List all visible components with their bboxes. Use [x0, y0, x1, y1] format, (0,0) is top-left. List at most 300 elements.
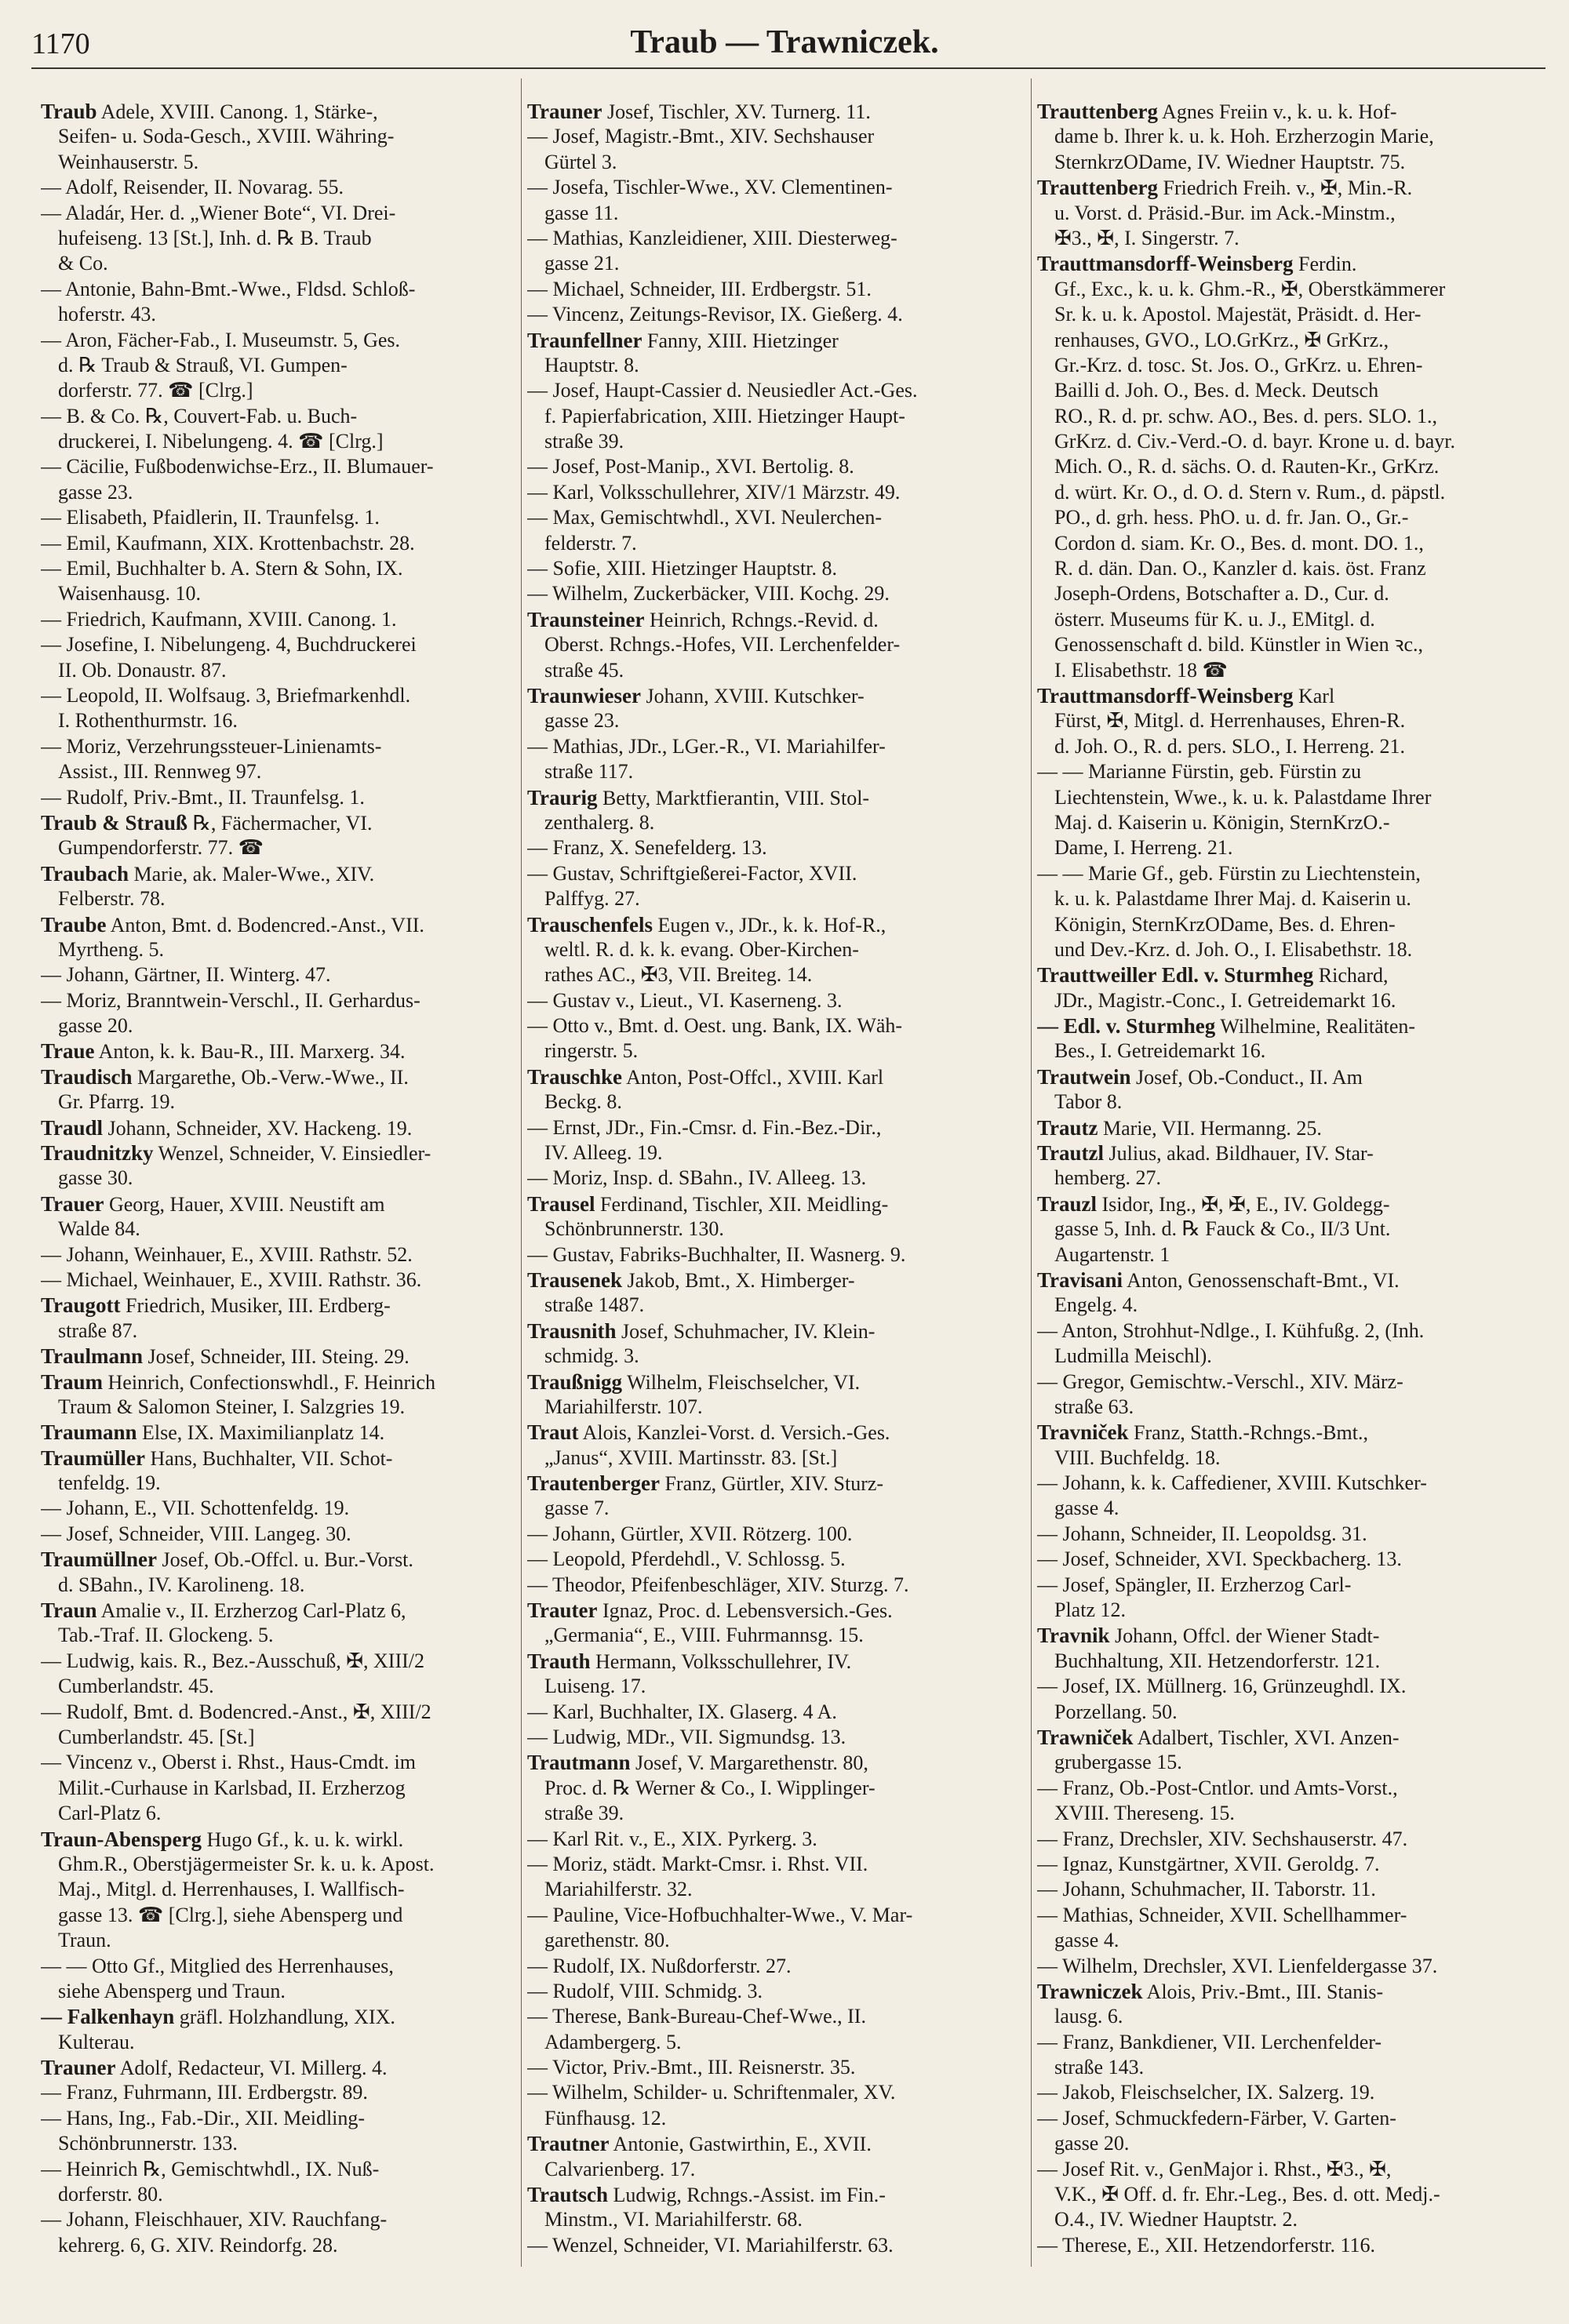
directory-line — [41, 2004, 543, 2029]
directory-line — [1037, 1115, 1547, 1140]
directory-line: gasse 13. ☎ [Clrg.], siehe Abensperg und — [58, 1903, 403, 1926]
directory-line: Cordon d. siam. Kr. O., Bes. d. mont. DO. 1., — [1054, 531, 1424, 555]
entry-details: Josef, Schneider, III. Steing. 29. — [143, 1345, 410, 1369]
directory-line — [1037, 1725, 1547, 1750]
entry-surname: Traun-Abensperg — [41, 1827, 202, 1851]
directory-line: — Franz, X. Senefelderg. 13. — [527, 836, 767, 860]
entry-surname: Traumüllner — [41, 1548, 157, 1572]
directory-line — [41, 1115, 543, 1140]
directory-line: Kulterau. — [58, 2030, 135, 2053]
entry-surname: Traumann — [41, 1420, 137, 1445]
directory-line: weltl. R. d. k. k. evang. Ober-Kirchen- — [544, 937, 859, 961]
directory-line: — Vincenz v., Oberst i. Rhst., Haus-Cmdt. im — [41, 1751, 416, 1774]
directory-line: V.K., ✠ Off. d. fr. Ehr.-Leg., Bes. d. ott. Medj.- — [1054, 2183, 1440, 2206]
entry-surname: Travisani — [1037, 1267, 1123, 1292]
directory-line: — Rudolf, Bmt. d. Bodencred.-Anst., ✠, XIII/2 — [41, 1700, 431, 1723]
directory-line: felderstr. 7. — [544, 531, 637, 555]
directory-line: gasse 30. — [58, 1166, 133, 1190]
directory-line: ringerstr. 5. — [544, 1039, 639, 1063]
directory-line: — Theodor, Pfeifenbeschläger, XIV. Sturzg. 7. — [527, 1573, 909, 1596]
entry-details: Julius, akad. Bildhauer, IV. Star- — [1103, 1142, 1374, 1166]
directory-line: — Wilhelm, Drechsler, XVI. Lienfeldergasse 37. — [1037, 1954, 1438, 1977]
directory-line: PO., d. grh. hess. PhO. u. d. fr. Jan. O., Gr.- — [1054, 506, 1409, 529]
directory-line — [1037, 683, 1547, 708]
entry-surname: Trautenberger — [527, 1471, 660, 1496]
directory-line: — Elisabeth, Pfaidlerin, II. Traunfelsg. 1. — [41, 506, 380, 529]
entry-details: Eugen v., JDr., k. k. Hof-R., — [653, 913, 886, 937]
entry-details: Isidor, Ing., ✠, ✠, E., IV. Goldegg- — [1097, 1192, 1390, 1216]
directory-line: dame b. Ihrer k. u. k. Hoh. Erzherzogin Marie, — [1054, 125, 1434, 148]
directory-line: — Franz, Ob.-Post-Cntlor. und Amts-Vorst., — [1037, 1776, 1398, 1799]
directory-line — [527, 328, 1029, 353]
directory-line: Königin, SternKrzODame, Bes. d. Ehren- — [1054, 912, 1396, 936]
directory-line — [527, 1369, 1029, 1395]
directory-line — [1037, 1140, 1547, 1166]
directory-line: — Aladár, Her. d. „Wiener Bote“, VI. Drei- — [41, 201, 396, 224]
directory-line: „Germania“, E., VIII. Fuhrmannsg. 15. — [544, 1624, 864, 1647]
entry-details: Josef, Ob.-Conduct., II. Am — [1130, 1065, 1363, 1089]
directory-line: Calvarienberg. 17. — [544, 2157, 696, 2180]
directory-line: Myrtheng. 5. — [58, 937, 165, 961]
directory-line: I. Rothenthurmstr. 16. — [58, 709, 238, 733]
directory-line: — Johann, Schuhmacher, II. Taborstr. 11. — [1037, 1878, 1376, 1901]
directory-line: Minstm., VI. Mariahilferstr. 68. — [544, 2208, 803, 2231]
directory-line — [41, 1064, 543, 1089]
directory-line — [1037, 962, 1547, 987]
directory-line — [41, 1446, 543, 1471]
entry-details: Amalie v., II. Erzherzog Carl-Platz 6, — [96, 1599, 406, 1623]
directory-line: Sr. k. u. k. Apostol. Majestät, Präsidt. d. Her- — [1054, 303, 1422, 326]
directory-line: R. d. dän. Dan. O., Kanzler d. kais. öst. Franz — [1054, 557, 1426, 580]
entry-details: Fanny, XIII. Hietzinger — [642, 329, 839, 352]
directory-line: Engelg. 4. — [1054, 1293, 1138, 1317]
entry-surname: Trawniczek — [1037, 1979, 1143, 2003]
entry-details: Anton, k. k. Bau-R., III. Marxerg. 34. — [94, 1040, 406, 1064]
entry-details: Else, IX. Maximilianplatz 14. — [137, 1421, 385, 1445]
directory-line: — Josef, Magistr.-Bmt., XIV. Sechshauser — [527, 125, 875, 148]
directory-line: Mariahilferstr. 107. — [544, 1395, 703, 1418]
directory-line — [1037, 1420, 1547, 1445]
directory-line: Proc. d. ℞ Werner & Co., I. Wipplinger- — [544, 1776, 876, 1799]
entry-surname: Trauner — [527, 100, 602, 123]
entry-details: Richard, — [1313, 964, 1389, 987]
directory-line: Cumberlandstr. 45. — [58, 1675, 214, 1698]
directory-line: Walde 84. — [58, 1217, 140, 1241]
directory-line: — — Marie Gf., geb. Fürstin zu Liechtenstein, — [1037, 861, 1421, 885]
directory-line — [1037, 1623, 1547, 1648]
directory-line: — Josef Rit. v., GenMajor i. Rhst., ✠3., ✠, — [1037, 2157, 1392, 2180]
directory-line — [41, 99, 543, 124]
directory-line — [527, 1191, 1029, 1217]
entry-details: Alois, Kanzlei-Vorst. d. Versich.-Ges. — [578, 1421, 890, 1445]
directory-line: — Hans, Ing., Fab.-Dir., XII. Meidling- — [41, 2106, 366, 2129]
directory-line: ✠3., ✠, I. Singerstr. 7. — [1054, 226, 1240, 249]
entry-details: Hans, Buchhalter, VII. Schot- — [144, 1446, 393, 1470]
entry-details: Hugo Gf., k. u. k. wirkl. — [202, 1828, 404, 1851]
directory-line: — Moriz, Insp. d. SBahn., IV. Alleeg. 13. — [527, 1166, 867, 1190]
directory-line: — Moriz, Branntwein-Verschl., II. Gerhardus- — [41, 988, 420, 1012]
directory-line — [527, 2182, 1029, 2207]
entry-details: Ferdinand, Tischler, XII. Meidling- — [595, 1192, 889, 1216]
entry-details: Heinrich, Rchngs.-Revid. d. — [644, 608, 879, 631]
directory-line: — Gustav v., Lieut., VI. Kaserneng. 3. — [527, 988, 843, 1012]
entry-surname: Traumüller — [41, 1446, 145, 1470]
entry-surname: Trausel — [527, 1191, 595, 1216]
directory-line: — Johann, Schneider, II. Leopoldsg. 31. — [1037, 1522, 1367, 1545]
entry-details: Anton, Bmt. d. Bodencred.-Anst., VII. — [106, 913, 424, 937]
directory-line: — Adolf, Reisender, II. Novarag. 55. — [41, 176, 344, 199]
directory-line: d. würt. Kr. O., d. O. d. Stern v. Rum., d. päpstl. — [1054, 480, 1446, 504]
directory-line — [527, 1318, 1029, 1344]
page-title: Traub — Trawniczek. — [630, 24, 939, 60]
directory-line: — Mathias, Kanzleidiener, XIII. Diesterweg- — [527, 226, 897, 249]
entry-surname: Trawniček — [1037, 1726, 1134, 1749]
entry-details: Adolf, Redacteur, VI. Millerg. 4. — [115, 2057, 388, 2080]
entry-details: Ignaz, Proc. d. Lebensversich.-Ges. — [597, 1599, 893, 1623]
entry-details: Ludwig, Rchngs.-Assist. im Fin.- — [608, 2184, 886, 2207]
directory-line — [527, 99, 1029, 124]
directory-line: — Emil, Buchhalter b. A. Stern & Sohn, IX. — [41, 557, 403, 580]
directory-line: — Johann, Gärtner, II. Winterg. 47. — [41, 963, 331, 987]
entry-details: Adele, XVIII. Canong. 1, Stärke-, — [96, 100, 378, 123]
directory-line: Ludmilla Meischl). — [1054, 1344, 1212, 1368]
directory-line: „Janus“, XVIII. Martinsstr. 83. [St.] — [544, 1446, 838, 1469]
entry-surname: — Falkenhayn — [41, 2005, 175, 2029]
directory-line: Platz 12. — [1054, 1598, 1126, 1622]
directory-line: Gumpendorferstr. 77. ☎ — [58, 836, 264, 860]
entry-details: Josef, Schuhmacher, IV. Klein- — [616, 1319, 876, 1343]
directory-line: gasse 11. — [544, 201, 619, 224]
directory-line: — Pauline, Vice-Hofbuchhalter-Wwe., V. Mar- — [527, 1903, 913, 1926]
directory-line: Adambergerg. 5. — [544, 2030, 682, 2053]
directory-line: Genossenschaft d. bild. Künstler in Wien ꝛc., — [1054, 633, 1424, 656]
directory-line: Dame, I. Herreng. 21. — [1054, 836, 1233, 860]
directory-line: — Josef, Schneider, XVI. Speckbacherg. 13. — [1037, 1548, 1402, 1571]
directory-line: rathes AC., ✠3, VII. Breiteg. 14. — [544, 963, 813, 987]
column-divider — [1031, 78, 1032, 2267]
entry-details: Josef, Ob.-Offcl. u. Bur.-Vorst. — [157, 1548, 413, 1572]
directory-line: Traun. — [58, 1929, 111, 1952]
directory-line: grubergasse 15. — [1054, 1751, 1182, 1774]
directory-line: d. SBahn., IV. Karolineng. 18. — [58, 1573, 305, 1596]
directory-line: straße 39. — [544, 430, 624, 453]
directory-line: — Johann, Fleischhauer, XIV. Rauchfang- — [41, 2208, 388, 2231]
directory-line: gasse 20. — [1054, 2132, 1130, 2155]
directory-line: — Therese, Bank-Bureau-Chef-Wwe., II. — [527, 2005, 866, 2028]
entry-details: Hermann, Volksschullehrer, IV. — [590, 1649, 852, 1673]
directory-line: zenthalerg. 8. — [544, 810, 655, 834]
entry-details: Ferdin. — [1293, 253, 1357, 276]
entry-details: Adalbert, Tischler, XVI. Anzen- — [1133, 1726, 1400, 1749]
directory-column-3 — [1037, 99, 1547, 2258]
entry-surname: Traue — [41, 1039, 95, 1064]
directory-line: — Gustav, Fabriks-Buchhalter, II. Wasnerg. 9. — [527, 1242, 906, 1266]
directory-line: — Josef, Schneider, VIII. Langeg. 30. — [41, 1522, 351, 1545]
directory-line: — Otto v., Bmt. d. Oest. ung. Bank, IX. Wäh- — [527, 1014, 903, 1038]
entry-surname: Traunwieser — [527, 683, 641, 707]
directory-line: renhauses, GVO., LO.GrKrz., ✠ GrKrz., — [1054, 328, 1389, 351]
entry-surname: Travnik — [1037, 1624, 1110, 1648]
directory-line: Luiseng. 17. — [544, 1675, 646, 1698]
directory-line: gasse 23. — [58, 480, 133, 504]
entry-details: Johann, XVIII. Kutschker- — [640, 684, 865, 707]
directory-line: GrKrz. d. Civ.-Verd.-O. d. bayr. Krone u. d. bayr. — [1054, 430, 1455, 453]
entry-surname: Traunsteiner — [527, 607, 645, 631]
entry-surname: Trautwein — [1037, 1064, 1131, 1089]
directory-line — [1037, 251, 1547, 276]
directory-line: — Josef, Haupt-Cassier d. Neusiedler Act.-Ges. — [527, 379, 918, 402]
directory-line: Maj., Mitgl. d. Herrenhauses, I. Wallfisch- — [58, 1878, 405, 1901]
directory-line: Carl-Platz 6. — [58, 1802, 162, 1825]
directory-line — [41, 1140, 543, 1166]
directory-line: Mich. O., R. d. sächs. O. d. Rauten-Kr., GrKrz. — [1054, 455, 1440, 478]
entry-surname: Trauttenberg — [1037, 176, 1158, 200]
directory-line: Mariahilferstr. 32. — [544, 1878, 693, 1901]
directory-line: — Aron, Fächer-Fab., I. Museumstr. 5, Ges. — [41, 328, 401, 351]
directory-line: — B. & Co. ℞, Couvert-Fab. u. Buch- — [41, 404, 358, 427]
directory-line: — Ignaz, Kunstgärtner, XVII. Geroldg. 7. — [1037, 1852, 1380, 1875]
directory-line: Liechtenstein, Wwe., k. u. k. Palastdame Ihrer — [1054, 785, 1432, 809]
directory-line: — Josef, IX. Müllnerg. 16, Grünzeughdl. IX. — [1037, 1675, 1407, 1698]
entry-details: Josef, V. Margarethenstr. 80, — [630, 1751, 868, 1775]
directory-line: — Friedrich, Kaufmann, XVIII. Canong. 1. — [41, 607, 397, 631]
directory-line: — Max, Gemischtwhdl., XVI. Neulerchen- — [527, 506, 882, 529]
entry-surname: Trauzl — [1037, 1191, 1097, 1216]
directory-line: Fürst, ✠, Mitgl. d. Herrenhauses, Ehren-R. — [1054, 709, 1406, 733]
directory-line — [41, 1038, 543, 1064]
entry-details: Antonie, Gastwirthin, E., XVII. — [609, 2133, 872, 2156]
directory-line: — Franz, Fuhrmann, III. Erdbergstr. 89. — [41, 2081, 368, 2104]
entry-details: Wenzel, Schneider, V. Einsiedler- — [153, 1142, 431, 1166]
directory-line: — Rudolf, Priv.-Bmt., II. Traunfelsg. 1. — [41, 785, 365, 809]
entry-surname: Trauttmansdorff-Weinsberg — [1037, 252, 1294, 276]
directory-line — [41, 1293, 543, 1318]
directory-line: Assist., III. Rennweg 97. — [58, 760, 262, 784]
directory-line — [1037, 1064, 1547, 1089]
directory-line — [41, 861, 543, 886]
entry-surname: Traunfellner — [527, 328, 643, 352]
directory-line: hoferstr. 43. — [58, 303, 156, 326]
entry-details: Franz, Statth.-Rchngs.-Bmt., — [1128, 1421, 1368, 1445]
entry-details: Anton, Genossenschaft-Bmt., VI. — [1123, 1268, 1400, 1292]
directory-line: straße 117. — [544, 760, 634, 784]
directory-line — [1037, 175, 1547, 200]
directory-line — [41, 1827, 543, 1852]
directory-line: — Wenzel, Schneider, VI. Mariahilferstr. 63. — [527, 2233, 894, 2257]
directory-column-2 — [527, 99, 1029, 2258]
directory-line: — Jakob, Fleischselcher, IX. Salzerg. 19. — [1037, 2081, 1375, 2104]
entry-surname: Trautzl — [1037, 1141, 1104, 1166]
directory-line: siehe Abensperg und Traun. — [58, 1979, 286, 2002]
directory-line: — Moriz, städt. Markt-Cmsr. i. Rhst. VII. — [527, 1852, 868, 1875]
entry-details: ℞, Fächermacher, VI. — [187, 811, 373, 835]
directory-line: — Josef, Spängler, II. Erzherzog Carl- — [1037, 1573, 1352, 1596]
directory-line — [41, 1420, 543, 1445]
directory-line: Joseph-Ordens, Botschafter a. D., Cur. d. — [1054, 582, 1389, 606]
entry-details: Josef, Tischler, XV. Turnerg. 11. — [602, 100, 871, 123]
entry-details: Karl — [1293, 684, 1335, 707]
directory-line — [1037, 1979, 1547, 2004]
directory-line: garethenstr. 80. — [544, 1929, 670, 1952]
directory-line: VIII. Buchfeldg. 18. — [1054, 1446, 1221, 1469]
entry-surname: Trauer — [41, 1191, 104, 1216]
directory-line: — Therese, E., XII. Hetzendorferstr. 116. — [1037, 2233, 1376, 2257]
directory-line: SternkrzODame, IV. Wiedner Hauptstr. 75. — [1054, 150, 1406, 173]
directory-line: — Ludwig, MDr., VII. Sigmundsg. 13. — [527, 1726, 846, 1748]
directory-line: — Ernst, JDr., Fin.-Cmsr. d. Fin.-Bez.-Dir., — [527, 1115, 882, 1139]
directory-line: IV. Alleeg. 19. — [544, 1141, 663, 1165]
directory-line: d. Joh. O., R. d. pers. SLO., I. Herreng. 21. — [1054, 734, 1406, 758]
directory-line: hufeiseng. 13 [St.], Inh. d. ℞ B. Traub — [58, 226, 372, 249]
entry-surname: Traurig — [527, 785, 598, 809]
directory-line: straße 143. — [1054, 2056, 1145, 2079]
directory-line: Gr. Pfarrg. 19. — [58, 1090, 176, 1114]
directory-line: — Victor, Priv.-Bmt., III. Reisnerstr. 35. — [527, 2056, 856, 2079]
directory-line: gasse 5, Inh. d. ℞ Fauck & Co., II/3 Unt. — [1054, 1217, 1391, 1241]
entry-surname: Traubach — [41, 861, 129, 886]
entry-surname: Trausnith — [527, 1318, 617, 1343]
directory-line — [1037, 99, 1547, 124]
directory-line: II. Ob. Donaustr. 87. — [58, 658, 227, 682]
directory-line: — Rudolf, VIII. Schmidg. 3. — [527, 1979, 763, 2002]
directory-line: Fünfhausg. 12. — [544, 2106, 667, 2129]
directory-line: Augartenstr. 1 — [1054, 1242, 1170, 1266]
entry-details: Agnes Freiin v., k. u. k. Hof- — [1157, 100, 1397, 123]
directory-line: — Gregor, Gemischtw.-Verschl., XIV. März- — [1037, 1369, 1403, 1393]
directory-line: Waisenhausg. 10. — [58, 582, 202, 606]
directory-line: Gr.-Krz. d. tosc. St. Jos. O., GrKrz. u. Ehren- — [1054, 353, 1423, 376]
entry-details: Wilhelm, Fleischselcher, VI. — [622, 1370, 861, 1394]
directory-line — [41, 912, 543, 937]
directory-line: — Anton, Strohhut-Ndlge., I. Kühfußg. 2, (Inh. — [1037, 1318, 1425, 1342]
directory-line: Tab.-Traf. II. Glockeng. 5. — [58, 1624, 274, 1647]
directory-line: Milit.-Curhause in Karlsbad, II. Erzherzog — [58, 1776, 406, 1799]
entry-surname: Trauttweiller Edl. v. Sturmheg — [1037, 963, 1314, 987]
entry-surname: Trauschenfels — [527, 912, 653, 937]
entry-details: Johann, Schneider, XV. Hackeng. 19. — [103, 1116, 413, 1140]
directory-line: XVIII. Thereseng. 15. — [1054, 1802, 1235, 1825]
directory-line: Bailli d. Joh. O., Bes. d. Meck. Deutsch — [1054, 379, 1379, 402]
directory-line: Maj. d. Kaiserin u. Königin, SternKrzO.- — [1054, 810, 1390, 834]
directory-line: — Josef, Post-Manip., XVI. Bertolig. 8. — [527, 455, 854, 478]
directory-line: — Leopold, Pferdehdl., V. Schlossg. 5. — [527, 1548, 846, 1571]
entry-surname: Trauttmansdorff-Weinsberg — [1037, 683, 1294, 707]
entry-surname: Trauner — [41, 2056, 116, 2080]
directory-line: Schönbrunnerstr. 130. — [544, 1217, 724, 1241]
entry-details: Georg, Hauer, XVIII. Neustift am — [104, 1192, 385, 1216]
directory-line: Schönbrunnerstr. 133. — [58, 2132, 238, 2155]
directory-line: Oberst. Rchngs.-Hofes, VII. Lerchenfelder- — [544, 633, 901, 656]
directory-line: österr. Museums für K. u. J., EMitgl. d. — [1054, 607, 1375, 631]
directory-line — [527, 1267, 1029, 1293]
directory-line — [41, 1344, 543, 1369]
directory-line: Hauptstr. 8. — [544, 353, 639, 376]
directory-line: — Karl Rit. v., E., XIX. Pyrkerg. 3. — [527, 1827, 817, 1850]
directory-line: — Heinrich ℞, Gemischtwhdl., IX. Nuß- — [41, 2157, 380, 2180]
directory-line: u. Vorst. d. Präsid.-Bur. im Ack.-Minstm., — [1054, 201, 1396, 224]
directory-line: — Rudolf, IX. Nußdorferstr. 27. — [527, 1954, 792, 1977]
directory-line: Seifen- u. Soda-Gesch., XVIII. Währing- — [58, 125, 395, 148]
directory-line: RO., R. d. pr. schw. AO., Bes. d. pers. SLO. 1., — [1054, 404, 1437, 427]
directory-line: tenfeldg. 19. — [58, 1471, 161, 1495]
directory-line — [527, 1598, 1029, 1623]
entry-details: Betty, Marktfierantin, VIII. Stol- — [597, 786, 870, 809]
directory-line: Weinhauserstr. 5. — [58, 150, 199, 173]
directory-line: und Dev.-Krz. d. Joh. O., I. Elisabethstr. 18. — [1054, 937, 1413, 961]
directory-line: straße 45. — [544, 658, 624, 682]
directory-line: dorferstr. 77. ☎ [Clrg.] — [58, 379, 253, 402]
directory-line: gasse 20. — [58, 1014, 133, 1038]
directory-line: — Moriz, Verzehrungssteuer-Linienamts- — [41, 734, 382, 758]
directory-line: Gürtel 3. — [544, 150, 617, 173]
entry-surname: Traudnitzky — [41, 1141, 154, 1166]
directory-line: Cumberlandstr. 45. [St.] — [58, 1726, 255, 1748]
directory-line: gasse 23. — [544, 709, 620, 733]
entry-surname: Traum — [41, 1369, 103, 1394]
directory-line: k. u. k. Palastdame Ihrer Maj. d. Kaiserin u. — [1054, 887, 1411, 911]
directory-line: — Johann, Gürtler, XVII. Rötzerg. 100. — [527, 1522, 853, 1545]
entry-details: gräfl. Holzhandlung, XIX. — [174, 2006, 395, 2029]
entry-surname: Trauth — [527, 1649, 591, 1673]
directory-line: schmidg. 3. — [544, 1344, 639, 1368]
directory-line: Tabor 8. — [1054, 1090, 1123, 1114]
entry-details: Friedrich, Musiker, III. Erdberg- — [120, 1294, 391, 1318]
entry-details: Anton, Post-Offcl., XVIII. Karl — [622, 1065, 884, 1089]
directory-line: — Gustav, Schriftgießerei-Factor, XVII. — [527, 861, 857, 885]
directory-line: druckerei, I. Nibelungeng. 4. ☎ [Clrg.] — [58, 430, 384, 453]
entry-surname: Traun — [41, 1598, 97, 1623]
directory-line: — — Marianne Fürstin, geb. Fürstin zu — [1037, 760, 1362, 784]
directory-line: — Ludwig, kais. R., Bez.-Ausschuß, ✠, XIII/2 — [41, 1649, 424, 1672]
directory-line — [41, 1191, 543, 1217]
directory-line — [527, 1420, 1029, 1445]
directory-line: straße 1487. — [544, 1293, 645, 1317]
directory-line: Traum & Salomon Steiner, I. Salzgries 19. — [58, 1395, 406, 1418]
directory-line: — Cäcilie, Fußbodenwichse-Erz., II. Blumauer- — [41, 455, 434, 478]
directory-line: gasse 21. — [544, 252, 620, 275]
entry-surname: Trautner — [527, 2132, 610, 2156]
directory-line: — Johann, E., VII. Schottenfeldg. 19. — [41, 1497, 350, 1520]
directory-line: gasse 7. — [544, 1497, 610, 1520]
directory-line: Bes., I. Getreidemarkt 16. — [1054, 1039, 1266, 1063]
directory-line: JDr., Magistr.-Conc., I. Getreidemarkt 16. — [1054, 988, 1396, 1012]
directory-line — [527, 1750, 1029, 1775]
directory-line: — Emil, Kaufmann, XIX. Krottenbachstr. 28. — [41, 531, 415, 555]
entry-surname: Traube — [41, 912, 107, 937]
directory-line: lausg. 6. — [1054, 2005, 1123, 2028]
entry-surname: Trauschke — [527, 1064, 623, 1089]
directory-line: — Mathias, Schneider, XVII. Schellhammer- — [1037, 1903, 1407, 1926]
entry-details: Marie, ak. Maler-Wwe., XIV. — [129, 862, 375, 886]
entry-details: Johann, Offcl. der Wiener Stadt- — [1109, 1624, 1380, 1648]
directory-line: — Johann, Weinhauer, E., XVIII. Rathstr. 52. — [41, 1242, 413, 1266]
directory-line: gasse 4. — [1054, 1929, 1119, 1952]
entry-details: Friedrich Freih. v., ✠, Min.-R. — [1157, 176, 1413, 200]
directory-line: f. Papierfabrication, XIII. Hietzinger Haupt- — [544, 404, 905, 427]
entry-surname: Traugott — [41, 1293, 121, 1318]
directory-line: — Johann, k. k. Caffediener, XVIII. Kutschker- — [1037, 1471, 1427, 1495]
directory-line — [527, 1649, 1029, 1674]
directory-line — [1037, 1191, 1547, 1217]
entry-surname: Traub & Strauß — [41, 810, 188, 835]
directory-line — [527, 912, 1029, 937]
directory-line — [527, 1471, 1029, 1496]
directory-line: gasse 4. — [1054, 1497, 1119, 1520]
directory-line: straße 63. — [1054, 1395, 1134, 1418]
directory-line — [527, 607, 1029, 632]
directory-line: — Leopold, II. Wolfsaug. 3, Briefmarkenhdl. — [41, 683, 411, 707]
directory-line: Gf., Exc., k. u. k. Ghm.-R., ✠, Oberstkämmerer — [1054, 277, 1446, 300]
